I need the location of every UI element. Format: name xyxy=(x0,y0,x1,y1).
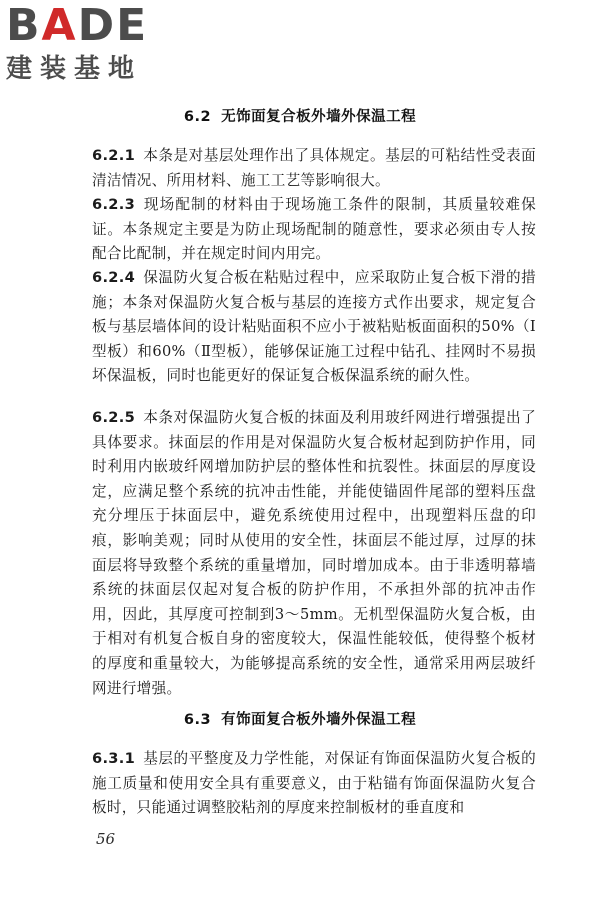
clause-6-3-1 xyxy=(92,747,536,821)
clause-6-2-5 xyxy=(92,406,536,701)
clause-number: 6.2.3 xyxy=(92,196,136,213)
clause-6-2-1 xyxy=(92,144,536,193)
logo-letter-b: B xyxy=(6,0,42,51)
section-title: 有饰面复合板外墙外保温工程 xyxy=(221,712,417,728)
clause-text: 基层的平整度及力学性能，对保证有饰面保温防火复合板的施工质量和使用安全具有重要意义，由于粘锚有饰面保温防火复合板时，只能通过调整胶粘剂的厚度来控制板材的垂直度和 xyxy=(92,750,536,817)
section-number: 6.2 xyxy=(183,109,212,125)
clause-text: 本条是对基层处理作出了具体规定。基层的可粘结性受表面清洁情况、所用材料、施工工艺等影响很大。 xyxy=(92,147,536,189)
clause-number: 6.2.5 xyxy=(92,409,136,426)
clause-text: 保温防火复合板在粘贴过程中，应采取防止复合板下滑的措施；本条对保温防火复合板与基层的连接方式作出要求，规定复合板与基层墙体间的设计粘贴面积不应小于被粘贴板面面积的50%（Ⅰ型板）和60%（Ⅱ型板），能够保证施工过程中钻孔、挂网时不易损坏保温板，同时也能更好的保证复合板保温系统的耐久性。 xyxy=(92,269,536,385)
section-number: 6.3 xyxy=(183,712,212,728)
section-heading-6-2 xyxy=(0,107,600,127)
clause-number: 6.2.1 xyxy=(92,147,136,164)
clause-number: 6.3.1 xyxy=(92,750,136,767)
clause-number: 6.2.4 xyxy=(92,269,136,286)
section-heading-6-3 xyxy=(0,710,600,730)
logo-subtitle: 建装基地 xyxy=(6,54,143,84)
clause-6-2-4 xyxy=(92,266,536,389)
page-number: 56 xyxy=(96,830,116,848)
bade-logo xyxy=(6,2,176,84)
section-title: 无饰面复合板外墙外保温工程 xyxy=(221,109,417,125)
logo-letters-de: DE xyxy=(77,0,149,51)
clause-text: 现场配制的材料由于现场施工条件的限制，其质量较难保证。本条规定主要是为防止现场配制的随意性，要求必须由专人按配合比配制，并在规定时间内用完。 xyxy=(92,196,536,263)
logo-letter-a: A xyxy=(41,0,78,51)
clause-6-2-3 xyxy=(92,193,536,267)
clause-text: 本条对保温防火复合板的抹面及利用玻纤网进行增强提出了具体要求。抹面层的作用是对保温防火复合板材起到防护作用，同时利用内嵌玻纤网增加防护层的整体性和抗裂性。抹面层的厚度设定，应满足整个系统的抗冲击性能，并能使锚固件尾部的塑料压盘充分埋压于抹面层中，避免系统使用过程中，出现塑料压盘的印痕，影响美观；同时从使用的安全性，抹面层不能过厚，过厚的抹面层将导致整个系统的重量增加，同时增加成本。由于非透明幕墙系统的抹面层仅起对复合板的防护作用，不承担外部的抗冲击作用，因此，其厚度可控制到3～5mm。无机型保温防火复合板，由于相对有机复合板自身的密度较大，保温性能较低，使得整个板材的厚度和重量较大，为能够提高系统的安全性，通常采用两层玻纤网进行增强。 xyxy=(92,409,536,697)
logo-wordmark xyxy=(6,2,148,50)
